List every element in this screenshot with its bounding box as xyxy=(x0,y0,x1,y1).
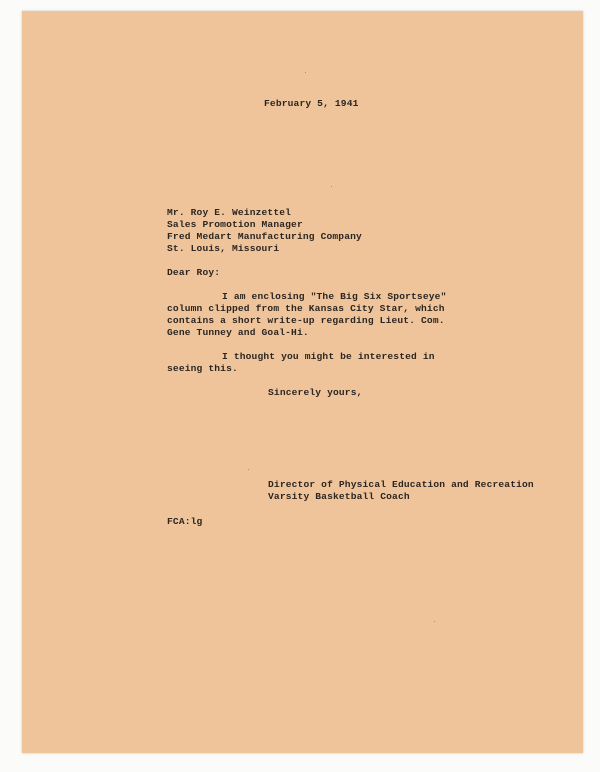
paper-speck xyxy=(331,186,332,187)
address-line: Mr. Roy E. Weinzettel xyxy=(167,207,292,218)
body-line: Gene Tunney and Goal-Hi. xyxy=(167,327,309,338)
salutation: Dear Roy: xyxy=(167,267,221,278)
body-line: column clipped from the Kansas City Star, which xyxy=(167,303,445,314)
paper-speck xyxy=(248,469,249,470)
closing: Sincerely yours, xyxy=(268,387,363,398)
signature-title-line: Varsity Basketball Coach xyxy=(268,491,410,502)
body-line: I am enclosing "The Big Six Sportseye" xyxy=(222,291,447,302)
typist-initials: FCA:lg xyxy=(167,516,203,527)
body-line: I thought you might be interested in xyxy=(222,351,435,362)
paper-speck xyxy=(305,72,306,73)
address-line: St. Louis, Missouri xyxy=(167,243,280,254)
address-line: Fred Medart Manufacturing Company xyxy=(167,231,362,242)
letter-date: February 5, 1941 xyxy=(264,98,359,109)
letter-paper xyxy=(22,11,583,753)
address-line: Sales Promotion Manager xyxy=(167,219,303,230)
body-line: seeing this. xyxy=(167,363,238,374)
body-line: contains a short write-up regarding Lieut. Com. xyxy=(167,315,445,326)
signature-title-line: Director of Physical Education and Recreation xyxy=(268,479,534,490)
paper-speck xyxy=(434,621,435,622)
